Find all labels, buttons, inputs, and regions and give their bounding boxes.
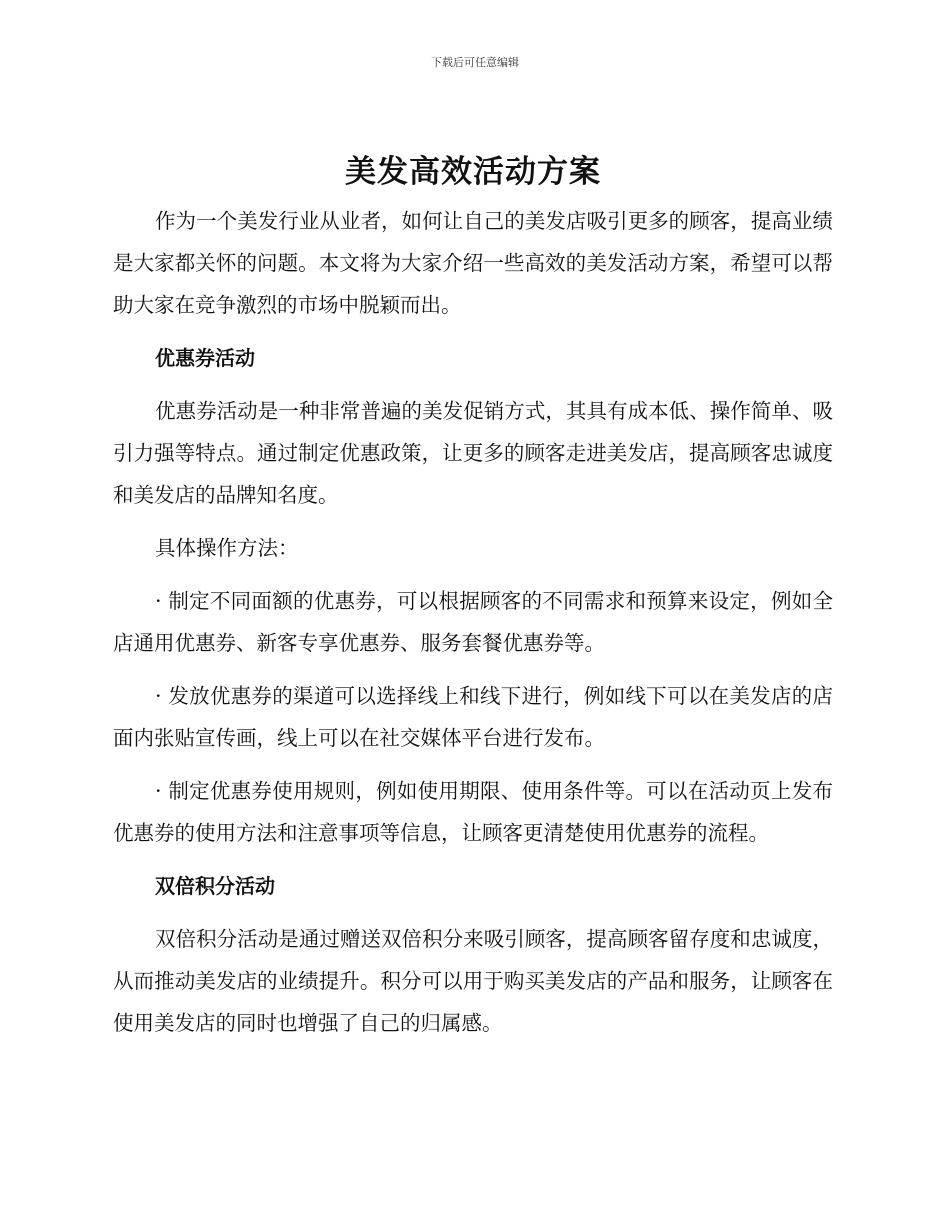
double-points-paragraph: 双倍积分活动是通过赠送双倍积分来吸引顾客，提高顾客留存度和忠诚度，从而推动美发店的业绩提升。积分可以用于购买美发店的产品和服务，让顾客在使用美发店的同时也增强了自己的归属感。 (113, 927, 833, 1035)
section-heading-double-points: 双倍积分活动 (155, 874, 275, 898)
coupon-bullet-1: · 制定不同面额的优惠券，可以根据顾客的不同需求和预算来设定，例如全店通用优惠券、新客专享优惠券、服务套餐优惠券等。 (113, 589, 833, 655)
document-body (113, 150, 833, 1055)
coupon-method-label: 具体操作方法： (155, 536, 299, 560)
coupon-bullet-3: · 制定优惠券使用规则，例如使用期限、使用条件等。可以在活动页上发布优惠券的使用方法和注意事项等信息，让顾客更清楚使用优惠券的流程。 (113, 779, 833, 845)
page-header-note: 下载后可任意编辑 (431, 56, 519, 69)
document-title: 美发高效活动方案 (345, 154, 601, 190)
coupon-bullet-2: · 发放优惠券的渠道可以选择线上和线下进行，例如线下可以在美发店的店面内张贴宣传画，线上可以在社交媒体平台进行发布。 (113, 684, 833, 750)
intro-paragraph: 作为一个美发行业从业者，如何让自己的美发店吸引更多的顾客，提高业绩是大家都关怀的问题。本文将为大家介绍一些高效的美发活动方案，希望可以帮助大家在竞争激烈的市场中脱颖而出。 (113, 209, 833, 317)
section-heading-coupon: 优惠券活动 (155, 346, 255, 370)
coupon-paragraph: 优惠券活动是一种非常普遍的美发促销方式，其具有成本低、操作简单、吸引力强等特点。通过制定优惠政策，让更多的顾客走进美发店，提高顾客忠诚度和美发店的品牌知名度。 (113, 399, 833, 507)
